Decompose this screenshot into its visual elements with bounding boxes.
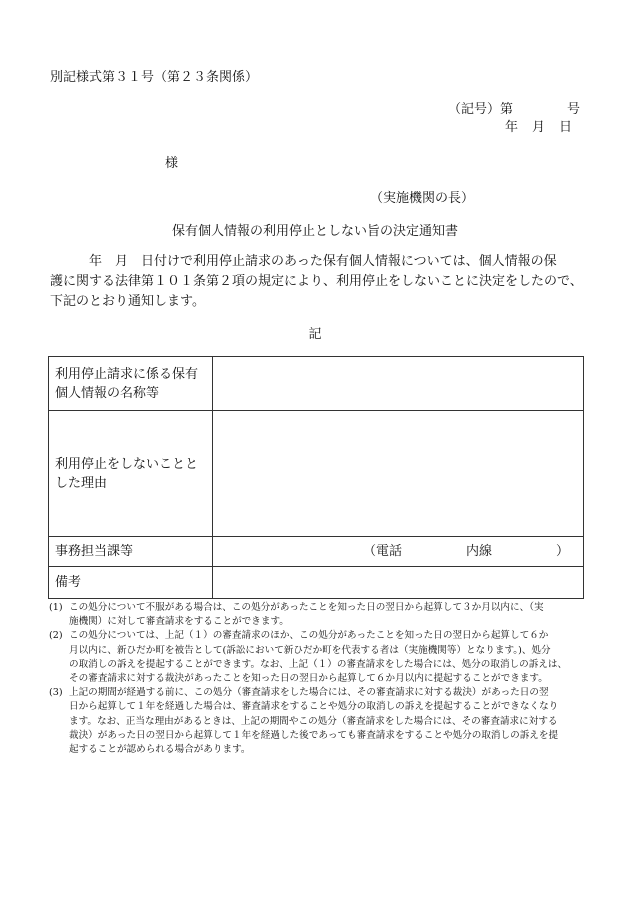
ki-heading: 記 (308, 327, 322, 342)
value-cell (213, 537, 584, 567)
table-row (49, 411, 584, 537)
label-cell: 事務担当課等 (49, 537, 213, 567)
body-text (50, 252, 586, 312)
head-of-agency: （実施機関の長） (370, 191, 475, 206)
table-row (49, 567, 584, 599)
document-title: 保有個人情報の利用停止としない旨の決定通知書 (171, 224, 458, 239)
note-number: (2) (49, 630, 63, 642)
details-table (48, 356, 584, 599)
note-line: 日から起算して１年を経過した場合は、審査請求をすることや処分の取消しの訴えを提起することができなくなり (69, 701, 559, 713)
note-number: (3) (49, 687, 63, 699)
record-dai: 第 (500, 102, 514, 117)
date-hi: 日 (559, 120, 573, 135)
date-nen: 年 (505, 120, 519, 135)
body-line: 護に関する法律第１０１条第２項の規定により、利用停止をしないことに決定をしたので、 (50, 274, 583, 289)
note-line: ます。なお、正当な理由があるときは、上記の期間やこの処分（審査請求をした場合には、その審査請求に対する (69, 715, 558, 727)
notes (49, 601, 589, 757)
label-line: した理由 (55, 475, 108, 491)
table-row (49, 537, 584, 567)
addressee-sama: 様 (165, 156, 179, 171)
note-item (49, 686, 589, 757)
note-line: その審査請求に対する裁決があったことを知った日の翌日から起算して６か月以内に提起することができます。 (69, 673, 548, 685)
note-line: この処分について不服がある場合は、この処分があったことを知った日の翌日から起算して３か月以内に、（実 (69, 602, 544, 613)
record-date (505, 116, 572, 135)
record-go: 号 (567, 102, 581, 117)
body-line: 下記のとおり通知します。 (50, 294, 205, 309)
note-item (49, 601, 589, 629)
note-line: この処分については、上記（１）の審査請求のほか、この処分があったことを知った日の翌日から起算して６か (69, 630, 549, 642)
note-line: 月以内に、新ひだか町を被告として(訴訟において新ひだか町を代表する者は（実施機関等）となります。)、処分 (69, 644, 551, 656)
value-cell (213, 567, 584, 599)
table-row (49, 357, 584, 411)
label-line: 利用停止をしないことと (55, 456, 199, 472)
label-cell (49, 411, 213, 537)
label-line: 個人情報の名称等 (55, 385, 160, 401)
note-item (49, 629, 589, 686)
record-kigou: （記号） (448, 102, 501, 117)
note-line: 起することが認められる場合があります。 (69, 744, 251, 756)
form-number: 別記様式第３１号（第２３条関係） (50, 70, 259, 85)
record-number (448, 98, 580, 117)
date-tsuki: 月 (532, 120, 546, 135)
label-cell (49, 357, 213, 411)
label-line: 利用停止請求に係る保有 (55, 366, 199, 382)
body-line: 年 月 日付けで利用停止請求のあった保有個人情報については、個人情報の保 (50, 254, 557, 269)
label-cell: 備考 (49, 567, 213, 599)
tel-label: （電話 (362, 544, 402, 559)
extension-label: 内線 (465, 544, 492, 559)
note-line: の取消しの訴えを提起することができます。なお、上記（１）の審査請求をした場合には、処分の取消しの訴えは、 (69, 658, 568, 670)
value-cell (213, 411, 584, 537)
note-line: 施機関）に対して審査請求をすることができます。 (69, 616, 289, 628)
note-number: (1) (49, 602, 63, 613)
tel-close: ） (555, 544, 569, 559)
value-cell (213, 357, 584, 411)
note-line: 上記の期間が経過する前に、この処分（審査請求をした場合には、その審査請求に対する裁決）があった日の翌 (69, 687, 549, 699)
note-line: 裁決）があった日の翌日から起算して１年を経過した後であっても審査請求をすることや処分の取消しの訴えを提 (69, 729, 559, 741)
